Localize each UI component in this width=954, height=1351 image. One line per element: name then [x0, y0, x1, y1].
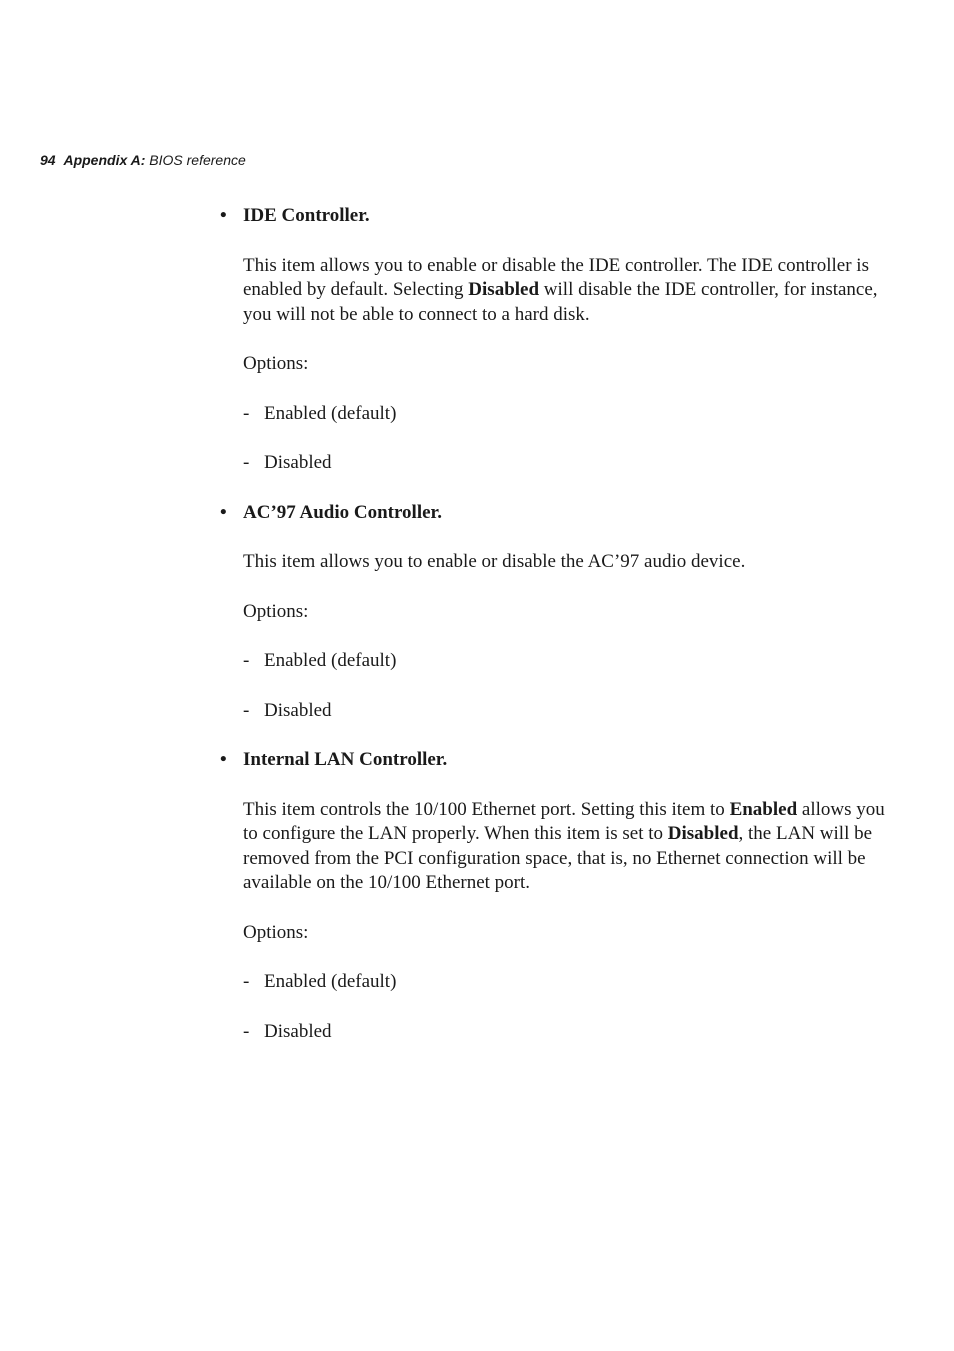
option-item: - Enabled (default) [243, 649, 888, 674]
section-lan-controller [220, 748, 888, 1044]
section-title: IDE Controller. [243, 205, 370, 226]
option-item: - Disabled [243, 451, 888, 476]
option-item: - Disabled [243, 699, 888, 724]
bold-term: Disabled [468, 279, 540, 300]
dash-marker: - [243, 699, 250, 721]
bullet-icon: • [220, 749, 227, 770]
bold-term: Enabled [729, 798, 798, 820]
page-header [40, 151, 246, 169]
section-ide-controller [220, 204, 888, 476]
bullet-icon: • [220, 501, 227, 523]
bold-term: Disabled [667, 823, 739, 844]
option-item: - Enabled (default) [243, 970, 888, 995]
dash-marker: - [243, 452, 250, 473]
section-description: This item allows you to enable or disable the AC’97 audio device. [243, 551, 746, 572]
section-audio-controller [220, 501, 888, 724]
dash-marker: - [243, 650, 250, 671]
dash-marker: - [243, 971, 250, 992]
appendix-title: BIOS reference [149, 152, 246, 168]
options-label: Options: [243, 353, 309, 374]
section-description: This item allows you to enable or disable the IDE controller. The IDE controller is enabled by default. Selecting Disabled will disable the IDE controller, for instance, you will not be able to connect to a hard disk. [243, 254, 878, 325]
appendix-label: Appendix A: [63, 152, 146, 168]
section-title: Internal LAN Controller. [243, 749, 448, 770]
options-label: Options: [243, 921, 309, 943]
dash-marker: - [243, 402, 250, 424]
document-body [220, 204, 888, 1044]
options-label: Options: [243, 600, 309, 622]
option-item: - Enabled (default) [243, 402, 888, 427]
dash-marker: - [243, 1020, 250, 1042]
bullet-icon: • [220, 205, 227, 226]
section-description: This item controls the 10/100 Ethernet port. Setting this item to Enabled allows you to configure the LAN properly. When this item is set to Disabled, the LAN will be removed from the PCI configuration space, that is, no Ethernet connection will be available on the 10/100 Ethernet port. [243, 798, 885, 893]
page-number: 94 [40, 152, 56, 168]
section-title: AC’97 Audio Controller. [243, 501, 442, 523]
option-item: - Disabled [243, 1020, 888, 1045]
